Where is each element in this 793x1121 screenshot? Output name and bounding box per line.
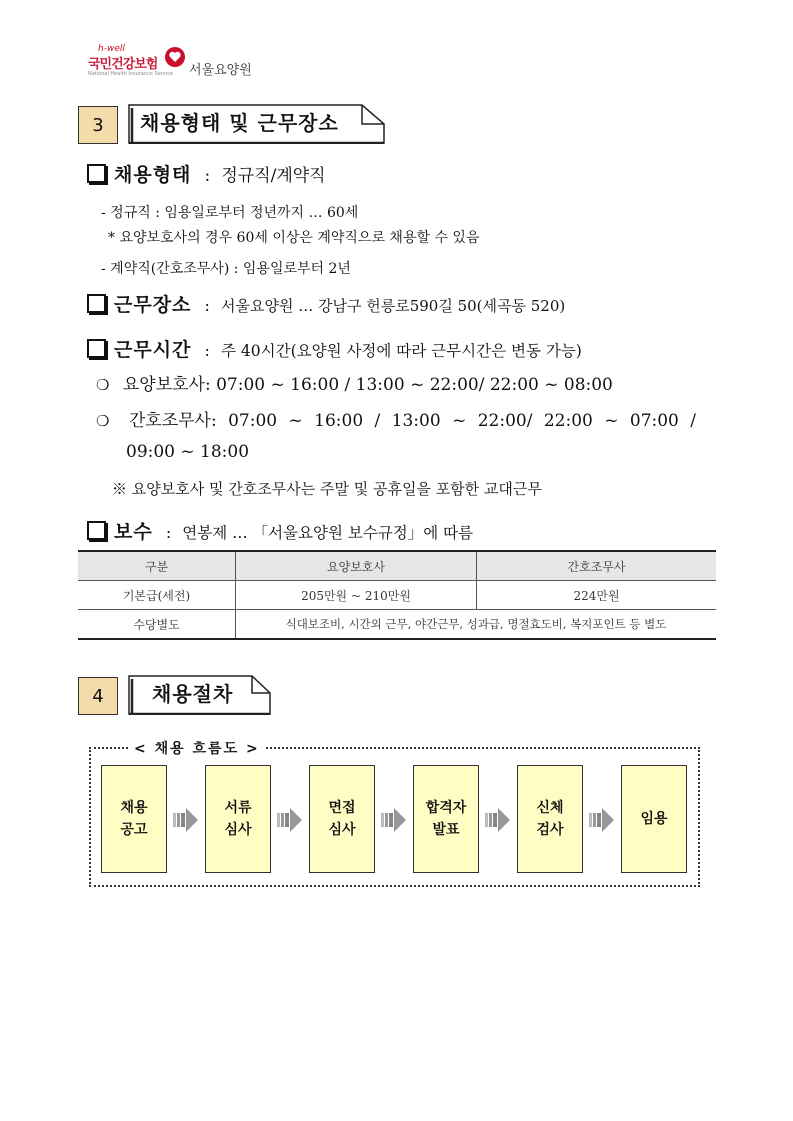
hours-sep: :: [204, 341, 210, 360]
checkbox-bullet-icon: [87, 294, 106, 313]
location-row: [114, 290, 565, 317]
section-3-title-box: [128, 104, 386, 144]
employment-row: [114, 160, 326, 187]
flow-step-medical-check: 신체 검사: [517, 765, 583, 873]
table-cell: 기본급(세전): [78, 581, 236, 610]
location-sep: :: [204, 296, 210, 315]
location-value: 서울요양원 … 강남구 헌릉로590길 50(세곡동 520): [221, 297, 566, 315]
hours-item-1: [96, 370, 613, 395]
flow-step-announcement: 채용 공고: [101, 765, 167, 873]
hours-row: [114, 335, 582, 362]
checkbox-bullet-icon: [87, 164, 106, 183]
location-label: 근무장소: [114, 294, 192, 316]
employment-label: 채용형태: [114, 164, 192, 186]
flow-step-interview: 면접 심사: [309, 765, 375, 873]
section-4-number: 4: [78, 677, 118, 715]
table-cell: 식대보조비, 시간외 근무, 야간근무, 성과급, 명절효도비, 복지포인트 등 별도: [236, 610, 717, 640]
logo: [84, 44, 304, 88]
table-cell: 224만원: [477, 581, 717, 610]
arrow-right-icon: [485, 806, 511, 834]
hours-item-text: 요양보호사: 07:00 ~ 16:00 / 13:00 ~ 22:00/ 22:00 ~ 08:00: [122, 375, 613, 395]
hours-note: ※ 요양보호사 및 간호조무사는 주말 및 공휴일을 포함한 교대근무: [112, 480, 542, 498]
logo-org-english: National Health Insurance Service: [88, 71, 174, 77]
table-header-cell: 간호조무사: [477, 551, 717, 581]
employment-detail-3: - 계약직(간호조무사) : 임용일로부터 2년: [101, 261, 351, 277]
arrow-right-icon: [173, 806, 199, 834]
table-cell: 수당별도: [78, 610, 236, 640]
flow-step-result: 합격자 발표: [413, 765, 479, 873]
pay-sep: :: [165, 523, 172, 542]
table-header-cell: 요양보호사: [236, 551, 477, 581]
section-4-title-box: [128, 675, 272, 715]
circle-bullet-icon: ❍: [96, 412, 110, 430]
arrow-right-icon: [589, 806, 615, 834]
table-cell: 205만원 ~ 210만원: [236, 581, 477, 610]
salary-table: [78, 550, 716, 640]
pay-label: 보수: [114, 521, 153, 543]
flow-step-appointment: 임용: [621, 765, 687, 873]
table-row: [78, 610, 716, 640]
checkbox-bullet-icon: [87, 521, 106, 540]
logo-org-name: 국민건강보험: [88, 57, 158, 72]
pay-value: 연봉제 … 「서울요양원 보수규정」에 따름: [182, 524, 474, 542]
hours-item-text: 간호조무사: 07:00 ~ 16:00 / 13:00 ~ 22:00/ 22:00 ~ 07:00 /: [128, 411, 697, 431]
employment-detail-1: - 정규직 : 임용일로부터 정년까지 … 60세: [101, 205, 359, 221]
circle-bullet-icon: ❍: [96, 376, 110, 394]
table-header-row: [78, 551, 716, 581]
pay-row: [114, 517, 473, 544]
employment-sep: :: [204, 166, 211, 186]
flow-title: < 채용 흐름도 >: [128, 738, 266, 758]
arrow-right-icon: [381, 806, 407, 834]
employment-detail-2: * 요양보호사의 경우 60세 이상은 계약직으로 채용할 수 있음: [108, 230, 480, 246]
hours-item-3: 09:00 ~ 18:00: [126, 442, 250, 462]
section-3-number: 3: [78, 106, 118, 144]
table-row: [78, 581, 716, 610]
flow-step-document-review: 서류 심사: [205, 765, 271, 873]
logo-brand: 서울요양원: [189, 63, 252, 78]
heart-icon: [164, 46, 186, 68]
hours-label: 근무시간: [114, 339, 192, 361]
section-4-title: 채용절차: [152, 682, 234, 706]
checkbox-bullet-icon: [87, 339, 106, 358]
arrow-right-icon: [277, 806, 303, 834]
hours-value: 주 40시간(요양원 사정에 따라 근무시간은 변동 가능): [221, 342, 582, 360]
table-header-cell: 구분: [78, 551, 236, 581]
section-3-title: 채용형태 및 근무장소: [140, 111, 339, 135]
hours-item-2: [96, 406, 696, 431]
logo-tagline: h-well: [98, 44, 125, 54]
employment-value: 정규직/계약직: [221, 166, 326, 186]
